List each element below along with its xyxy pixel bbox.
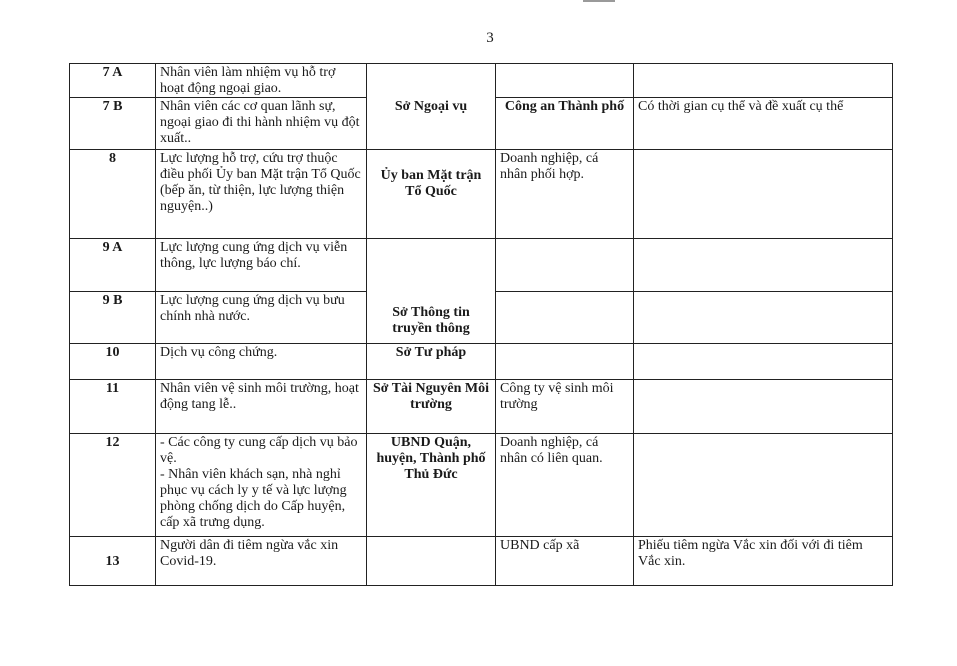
row-coordinator: Công an Thành phố <box>496 98 634 150</box>
scan-top-mark <box>583 0 615 2</box>
row-coordinator: UBND cấp xã <box>496 537 634 586</box>
row-unit: Sở Thông tin truyền thông <box>392 305 470 336</box>
row-number: 10 <box>70 344 156 380</box>
row-subject: Nhân viên làm nhiệm vụ hỗ trợ hoạt động ngoại giao. <box>156 64 367 98</box>
table-row-7a <box>70 64 893 98</box>
assignment-table <box>69 63 893 586</box>
row-unit <box>367 537 496 586</box>
row-subject: Nhân viên vệ sinh môi trường, hoạt động tang lễ.. <box>156 380 367 434</box>
table-row-12 <box>70 434 893 537</box>
row-notes: Phiếu tiêm ngừa Vắc xin đối với đi tiêm Vắc xin. <box>634 537 893 586</box>
row-number: 7 B <box>70 98 156 150</box>
table-row-10 <box>70 344 893 380</box>
row-notes <box>634 150 893 239</box>
row-number: 7 A <box>70 64 156 98</box>
row-subject: Lực lượng cung ứng dịch vụ bưu chính nhà nước. <box>156 292 367 344</box>
row-coordinator <box>496 239 634 292</box>
row-notes <box>634 344 893 380</box>
row-number: 9 A <box>70 239 156 292</box>
row-coordinator: Doanh nghiệp, cá nhân có liên quan. <box>496 434 634 537</box>
row-number: 13 <box>70 537 156 586</box>
row-subject-line: - Các công ty cung cấp dịch vụ bảo vệ. <box>160 435 358 466</box>
row-notes <box>634 292 893 344</box>
row-unit-cell <box>367 239 496 344</box>
table-row-11 <box>70 380 893 434</box>
row-number: 12 <box>70 434 156 537</box>
row-coordinator <box>496 292 634 344</box>
row-subject: Lực lượng hỗ trợ, cứu trợ thuộc điều phối Ủy ban Mặt trận Tổ Quốc (bếp ăn, từ thiện, lực lượng thiện nguyện..) <box>156 150 367 239</box>
row-notes <box>634 434 893 537</box>
row-subject: Nhân viên các cơ quan lãnh sự, ngoại giao đi thi hành nhiệm vụ đột xuất.. <box>156 98 367 150</box>
row-number: 9 B <box>70 292 156 344</box>
row-coordinator: Công ty vệ sinh môi trường <box>496 380 634 434</box>
row-number: 11 <box>70 380 156 434</box>
row-notes <box>634 64 893 98</box>
row-notes <box>634 380 893 434</box>
table-row-9a <box>70 239 893 292</box>
row-unit: Sở Tư pháp <box>367 344 496 380</box>
row-coordinator: Doanh nghiệp, cá nhân phối hợp. <box>496 150 634 239</box>
table-row-8 <box>70 150 893 239</box>
row-notes <box>634 239 893 292</box>
row-coordinator <box>496 64 634 98</box>
table-row-13 <box>70 537 893 586</box>
row-notes: Có thời gian cụ thể và đề xuất cụ thể <box>634 98 893 150</box>
row-coordinator <box>496 344 634 380</box>
row-subject: Người dân đi tiêm ngừa vắc xin Covid-19. <box>156 537 367 586</box>
row-unit-cell <box>367 64 496 150</box>
row-unit: Sở Ngoại vụ <box>394 99 468 114</box>
row-subject: Lực lượng cung ứng dịch vụ viễn thông, lực lượng báo chí. <box>156 239 367 292</box>
row-unit: Ủy ban Mặt trận Tổ Quốc <box>367 150 496 239</box>
row-subject: Dịch vụ công chứng. <box>156 344 367 380</box>
row-subject-cell <box>156 434 367 537</box>
row-unit: Sở Tài Nguyên Môi trường <box>367 380 496 434</box>
row-unit: UBND Quận, huyện, Thành phố Thủ Đức <box>367 434 496 537</box>
page-number: 3 <box>486 30 494 46</box>
row-number: 8 <box>70 150 156 239</box>
row-subject-line: - Nhân viên khách sạn, nhà nghỉ phục vụ cách ly y tế và lực lượng phòng chống dịch do Cấp huyện, cấp xã trưng dụng. <box>160 467 347 530</box>
